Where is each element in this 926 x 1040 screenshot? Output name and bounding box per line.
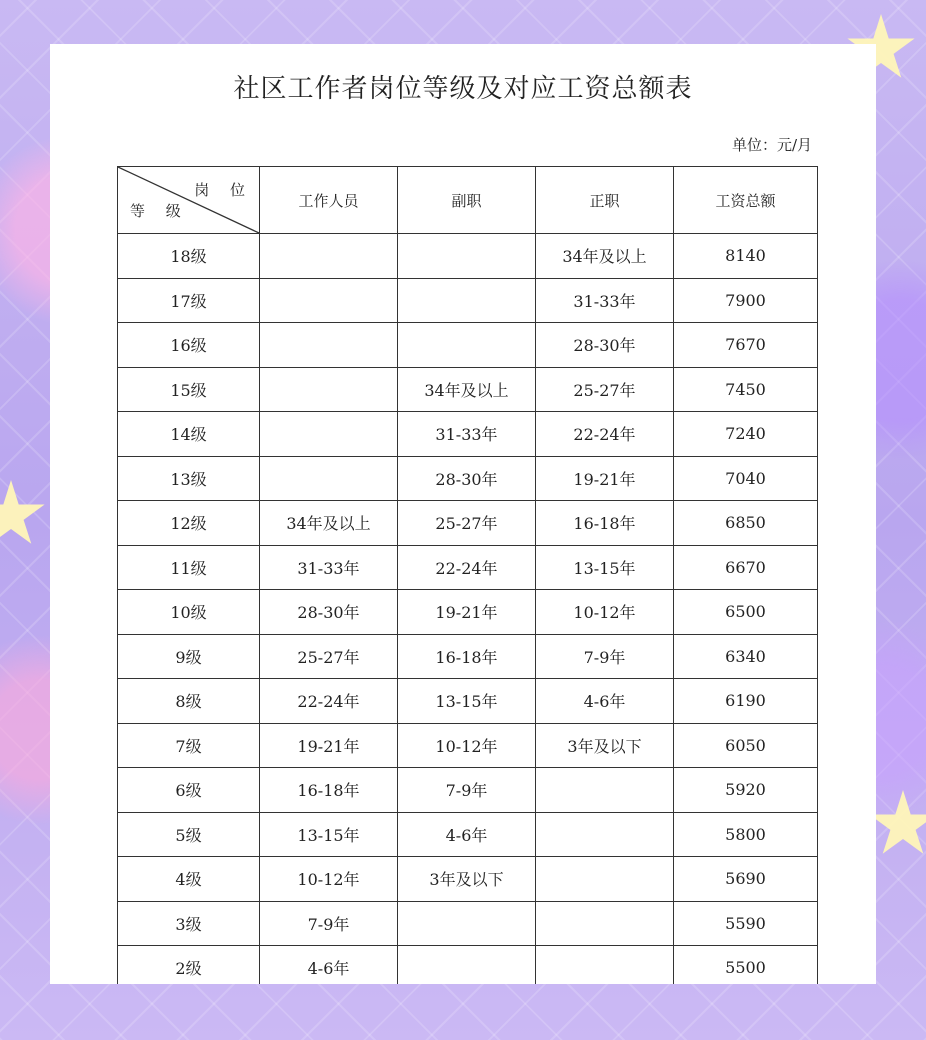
grade-cell: 15级 — [118, 367, 260, 412]
total-cell: 5500 — [674, 946, 818, 985]
total-cell: 7040 — [674, 456, 818, 501]
staff-cell: 31-33年 — [260, 545, 398, 590]
total-cell: 7670 — [674, 323, 818, 368]
grade-cell: 4级 — [118, 857, 260, 902]
table-row — [118, 278, 818, 323]
table-row — [118, 456, 818, 501]
grade-cell: 3级 — [118, 901, 260, 946]
chief-cell — [536, 768, 674, 813]
deputy-cell — [398, 234, 536, 279]
staff-cell: 10-12年 — [260, 857, 398, 902]
staff-cell: 19-21年 — [260, 723, 398, 768]
staff-cell — [260, 456, 398, 501]
grade-cell: 9级 — [118, 634, 260, 679]
staff-cell — [260, 234, 398, 279]
total-cell: 5590 — [674, 901, 818, 946]
deputy-cell: 22-24年 — [398, 545, 536, 590]
decorative-star-icon — [0, 480, 46, 550]
deputy-cell — [398, 901, 536, 946]
page-title: 社区工作者岗位等级及对应工资总额表 — [233, 74, 693, 104]
column-header: 副职 — [398, 167, 536, 234]
total-cell: 7450 — [674, 367, 818, 412]
table-row — [118, 412, 818, 457]
chief-cell: 4-6年 — [536, 679, 674, 724]
staff-cell: 4-6年 — [260, 946, 398, 985]
total-cell: 7240 — [674, 412, 818, 457]
grade-cell: 5级 — [118, 812, 260, 857]
grade-cell: 10级 — [118, 590, 260, 635]
total-cell: 5920 — [674, 768, 818, 813]
chief-cell — [536, 946, 674, 985]
table-row — [118, 768, 818, 813]
table-row — [118, 857, 818, 902]
chief-cell: 7-9年 — [536, 634, 674, 679]
grade-cell: 2级 — [118, 946, 260, 985]
chief-cell: 16-18年 — [536, 501, 674, 546]
chief-cell — [536, 857, 674, 902]
chief-cell — [536, 812, 674, 857]
total-cell: 5690 — [674, 857, 818, 902]
staff-cell: 22-24年 — [260, 679, 398, 724]
staff-cell — [260, 367, 398, 412]
chief-cell: 28-30年 — [536, 323, 674, 368]
total-cell: 6850 — [674, 501, 818, 546]
total-cell: 6050 — [674, 723, 818, 768]
table-row — [118, 901, 818, 946]
salary-table — [117, 166, 818, 984]
table-row — [118, 545, 818, 590]
table-row — [118, 634, 818, 679]
deputy-cell: 25-27年 — [398, 501, 536, 546]
staff-cell: 7-9年 — [260, 901, 398, 946]
total-cell: 7900 — [674, 278, 818, 323]
deputy-cell: 4-6年 — [398, 812, 536, 857]
column-header: 正职 — [536, 167, 674, 234]
grade-cell: 7级 — [118, 723, 260, 768]
deputy-cell: 13-15年 — [398, 679, 536, 724]
table-row — [118, 812, 818, 857]
deputy-cell: 16-18年 — [398, 634, 536, 679]
staff-cell: 16-18年 — [260, 768, 398, 813]
unit-note: 单位：元/月 — [731, 136, 812, 154]
deputy-cell: 3年及以下 — [398, 857, 536, 902]
deputy-cell — [398, 278, 536, 323]
grade-cell: 8级 — [118, 679, 260, 724]
chief-cell: 22-24年 — [536, 412, 674, 457]
staff-cell: 25-27年 — [260, 634, 398, 679]
deputy-cell: 10-12年 — [398, 723, 536, 768]
column-header: 工作人员 — [260, 167, 398, 234]
total-cell: 6340 — [674, 634, 818, 679]
table-row — [118, 323, 818, 368]
total-cell: 6190 — [674, 679, 818, 724]
deputy-cell: 34年及以上 — [398, 367, 536, 412]
deputy-cell: 31-33年 — [398, 412, 536, 457]
table-header-row — [118, 167, 818, 234]
staff-cell — [260, 278, 398, 323]
chief-cell: 13-15年 — [536, 545, 674, 590]
staff-cell — [260, 412, 398, 457]
staff-cell — [260, 323, 398, 368]
grade-cell: 18级 — [118, 234, 260, 279]
deputy-cell: 28-30年 — [398, 456, 536, 501]
grade-cell: 11级 — [118, 545, 260, 590]
table-row — [118, 367, 818, 412]
table-row — [118, 590, 818, 635]
table-body — [118, 234, 818, 985]
deputy-cell — [398, 946, 536, 985]
chief-cell — [536, 901, 674, 946]
total-cell: 6670 — [674, 545, 818, 590]
total-cell: 6500 — [674, 590, 818, 635]
staff-cell: 34年及以上 — [260, 501, 398, 546]
header-corner-cell — [118, 167, 260, 234]
chief-cell: 25-27年 — [536, 367, 674, 412]
deputy-cell — [398, 323, 536, 368]
deputy-cell: 19-21年 — [398, 590, 536, 635]
staff-cell: 28-30年 — [260, 590, 398, 635]
table-row — [118, 946, 818, 985]
chief-cell: 10-12年 — [536, 590, 674, 635]
header-corner-grade: 等 级 — [130, 202, 189, 220]
column-header: 工资总额 — [674, 167, 818, 234]
grade-cell: 17级 — [118, 278, 260, 323]
chief-cell: 3年及以下 — [536, 723, 674, 768]
table-row — [118, 723, 818, 768]
grade-cell: 13级 — [118, 456, 260, 501]
decorative-star-icon — [868, 790, 926, 860]
header-corner-position: 岗 位 — [194, 181, 253, 199]
total-cell: 8140 — [674, 234, 818, 279]
deputy-cell: 7-9年 — [398, 768, 536, 813]
grade-cell: 12级 — [118, 501, 260, 546]
grade-cell: 16级 — [118, 323, 260, 368]
table-row — [118, 501, 818, 546]
staff-cell: 13-15年 — [260, 812, 398, 857]
table-row — [118, 679, 818, 724]
chief-cell: 19-21年 — [536, 456, 674, 501]
chief-cell: 31-33年 — [536, 278, 674, 323]
chief-cell: 34年及以上 — [536, 234, 674, 279]
total-cell: 5800 — [674, 812, 818, 857]
table-row — [118, 234, 818, 279]
document-page — [50, 44, 876, 984]
grade-cell: 6级 — [118, 768, 260, 813]
grade-cell: 14级 — [118, 412, 260, 457]
